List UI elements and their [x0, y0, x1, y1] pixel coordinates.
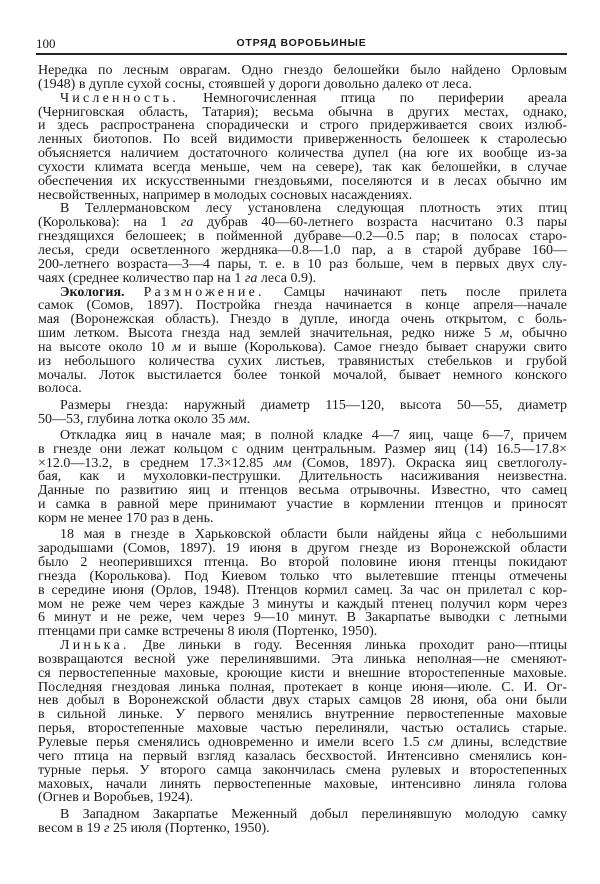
text-line — [38, 244, 567, 258]
text-line — [38, 161, 567, 175]
text-run: мочалы. Лоток выстилается более тонкой мочалой, бывает немного конского — [38, 367, 567, 383]
unit-italic: м — [500, 326, 510, 342]
text-run: (Черниговская область, Татария); весьма обычна в других местах, однако, — [38, 104, 567, 120]
running-header — [36, 36, 567, 52]
running-title: ОТРЯД ВОРОБЬИНЫЕ — [236, 37, 367, 49]
text-run: чего птица на первый взгляд казалась бесхвостой. Интенсивно сменялись кон- — [38, 748, 567, 764]
text-run: мом не реже чем через каждые 3 минуты и каждый птенец получил корм через — [38, 596, 567, 612]
paragraph — [38, 399, 567, 427]
text-run: Откладка яиц в начале мая; в полной кладке 4—7 яиц, чаще 6—7, причем — [60, 427, 567, 443]
text-line — [38, 512, 567, 526]
paragraph — [38, 202, 567, 285]
text-line — [38, 470, 567, 484]
text-run: Размеры гнезда: наружный диаметр 115—120, высота 50—55, диаметр — [60, 397, 567, 413]
text-line — [38, 119, 567, 133]
text-run: 25 июля (Портенко, 1950). — [109, 820, 270, 836]
text-run: ×12.0—13.2, в среднем 17.3×12.85 — [38, 455, 274, 471]
text-run: (Сомов, 1897). Окраска яиц светлоголу- — [291, 455, 567, 471]
text-line — [38, 598, 567, 612]
text-line — [38, 556, 567, 570]
text-line — [38, 570, 567, 584]
unit-italic: мм — [273, 455, 292, 471]
text-line — [38, 92, 567, 106]
text-run: возвращаются весной уже перелинявшими. Эта линька неполная—не сменяют- — [38, 651, 567, 667]
text-run: несвойственных, например в молодых сосновых насаждениях. — [38, 187, 413, 203]
text-line — [38, 355, 567, 369]
text-run: Данные по развитию яиц и птенцов весьма отрывочны. Известно, что самец — [38, 483, 567, 499]
text-line — [38, 822, 567, 836]
text-run: сухости климата всегда меньше, чем на севере), так как белошейки, в случае — [38, 159, 567, 175]
text-run: бая, как и мухоловки-пеструшки. Длительность насиживания неизвестна. — [38, 469, 567, 485]
text-run: 6 минут и не реже, чем через 9—10 минут. В Закарпатье выводки с летными — [38, 610, 567, 626]
text-line — [38, 611, 567, 625]
text-line — [38, 258, 567, 272]
text-run: , обычно — [509, 326, 567, 342]
text-run: на высоте около 10 — [38, 339, 172, 355]
text-line — [38, 736, 567, 750]
text-run: из небольшого количества сухих листьев, травянистых стебельков и грубой — [38, 353, 567, 369]
text-run: турные перья. У второго самца закончилась смена рулевых и второстепенных — [38, 762, 567, 778]
paragraph — [38, 92, 567, 203]
page-number: 100 — [36, 36, 56, 51]
header-rule — [36, 53, 567, 55]
text-run: В Теллермановском лесу установлена следующая плотность этих птиц — [60, 201, 567, 217]
text-run: гнезда (Королькова). Под Киевом только что вылетевшие птенцы отмечены — [38, 568, 567, 584]
text-line — [38, 341, 567, 355]
text-line — [38, 484, 567, 498]
text-run: 50—53, глубина лотка около 35 — [38, 411, 229, 427]
text-line — [38, 653, 567, 667]
text-run: перья, второстепенные маховые частью перелиняли, частью остались старые. — [38, 721, 567, 737]
text-line — [38, 808, 567, 822]
text-run: лесья, среди осветленного жердняка—0.8—1.0 пар, а в старой дубраве 160— — [38, 242, 567, 258]
text-run: (Огнев и Воробьев, 1924). — [38, 790, 194, 806]
text-run: мая (Воронежская область). Гнездо в дупле, иногда очень открытом, с боль- — [38, 312, 567, 328]
text-run: Рулевые перья сменялись одновременно и имели всего 1.5 — [38, 735, 428, 750]
text-run: длины, вследствие — [443, 735, 568, 750]
text-line — [38, 708, 567, 722]
text-run: (Королькова): на 1 — [38, 215, 181, 231]
text-run: Нередка по лесным оврагам. Одно гнездо белошейки было найдено Орловым — [38, 63, 567, 78]
text-line — [38, 202, 567, 216]
text-line — [38, 216, 567, 230]
text-line — [38, 584, 567, 598]
paragraph — [38, 286, 567, 397]
text-run: волоса. — [38, 381, 82, 397]
text-line — [38, 189, 567, 203]
unit-italic: см — [427, 735, 444, 750]
text-line — [38, 399, 567, 413]
text-line — [38, 791, 567, 805]
text-line — [38, 64, 567, 78]
text-line — [38, 313, 567, 327]
text-run: Немногочисленная птица по периферии ареала — [178, 90, 567, 106]
text-run: и самка в равной мере принимают участие в кормлении птенцов и приносят — [38, 497, 567, 513]
paragraph — [38, 429, 567, 526]
text-run: обеспечения их искусственными гнездовьями, поселяются и в лесах обычно им — [38, 173, 567, 189]
paragraph — [38, 528, 567, 639]
text-run: чаях (среднее количество пар на 1 — [38, 270, 245, 286]
text-run: 200-летнего возраста—3—4 пары, т. е. в 10 раз больше, чем в первых двух слу- — [38, 256, 567, 272]
text-run: Две линьки в году. Весенняя линька проходит рано—птицы — [129, 638, 567, 654]
text-run: ся первостепенные маховые, кроющие кисти и внешние второстепенные маховые. — [38, 665, 567, 681]
text-run: и выше (Королькова). Самое гнездо бывает снаружи свито — [180, 339, 567, 355]
text-run: было 2 неоперившихся птенца. Во второй половине июня птенцы покидают — [38, 555, 567, 571]
text-line — [38, 542, 567, 556]
text-run: маховых, начали линять первостепенные маховые, интенсивно линяла голова — [38, 776, 567, 792]
text-run: Последняя гнездовая линька полная, протекает в конце июня—июле. С. И. Ог- — [38, 679, 567, 695]
text-run: корм не менее 170 раз в день. — [38, 511, 214, 526]
text-line — [38, 106, 567, 120]
text-run: шим летком. Высота гнезда над землей значительная, редко ниже 5 — [38, 326, 501, 342]
text-line — [38, 429, 567, 443]
subsection-heading: Численность. — [60, 90, 179, 106]
text-line — [38, 443, 567, 457]
text-line — [38, 778, 567, 792]
text-run: дубрав 40—60-летнего возраста насчитано 0.3 пары — [193, 215, 567, 231]
text-run: Самцы начинают петь после прилета — [264, 284, 567, 300]
text-line — [38, 286, 567, 300]
text-run: в гнезде они лежат кольцом с одним центральным. Размер яиц (14) 16.5—17.8× — [38, 441, 567, 457]
text-line — [38, 175, 567, 189]
subsection-heading: Линька. — [60, 638, 130, 654]
unit-italic: м — [171, 339, 181, 355]
text-run: . — [246, 411, 251, 427]
text-run: самок (Сомов, 1897). Постройка гнезда начинается в конце апреля—начале — [38, 298, 567, 314]
text-line — [38, 327, 567, 341]
text-line — [38, 78, 567, 92]
paragraph — [38, 64, 567, 92]
paragraph — [38, 639, 567, 805]
text-line — [38, 528, 567, 542]
unit-italic: мм — [228, 411, 247, 427]
text-run: весом в 19 — [38, 820, 105, 836]
unit-italic: га — [180, 215, 194, 231]
text-run: В Западном Закарпатье Меженный добыл перелинявшую молодую самку — [60, 806, 567, 822]
text-line — [38, 764, 567, 778]
text-run: в сильной линьке. У первого менялись внутренние первостепенные маховые — [38, 707, 567, 723]
text-line — [38, 681, 567, 695]
text-run — [125, 285, 144, 300]
text-run: леса 0.9). — [257, 270, 317, 286]
text-run: и здесь распространена спорадически и строго придерживается своих излюб- — [38, 118, 567, 134]
text-run: в середине июня (Орлов, 1948). Птенцов кормил самец. За час он прилетал с кор- — [38, 582, 567, 598]
text-line — [38, 147, 567, 161]
text-run: птенцами при самке встречены 8 июля (Портенко, 1950). — [38, 624, 378, 640]
text-line — [38, 413, 567, 427]
text-line — [38, 369, 567, 383]
text-line — [38, 230, 567, 244]
unit-italic: г — [104, 820, 110, 836]
text-run: зародышами (Сомов, 1897). 19 июня в другом гнезде из Воронежской области — [38, 541, 567, 557]
text-line — [38, 639, 567, 653]
text-run: гнездящихся белошеек; в пойменной дубраве—0.2—0.5 пар; в полосах старо- — [38, 229, 567, 245]
text-line — [38, 667, 567, 681]
text-line — [38, 133, 567, 147]
paragraph — [38, 808, 567, 836]
body-text — [38, 64, 567, 835]
text-line — [38, 382, 567, 396]
section-heading: Экология. — [60, 284, 125, 300]
subsection-heading: Размножение. — [143, 284, 265, 300]
text-line — [38, 625, 567, 639]
text-run: ленных биотопов. По всей видимости приверженность белошеек к старолесью — [38, 132, 567, 148]
text-line — [38, 750, 567, 764]
text-line — [38, 272, 567, 286]
text-run: объясняется наличием достаточного количества дупел (на юге их вообще из-за — [38, 146, 567, 162]
text-run: (1948) в дупле сухой сосны, стоявшей у дороги довольно далеко от леса. — [38, 76, 472, 92]
unit-italic: га — [244, 270, 258, 286]
text-line — [38, 457, 567, 471]
text-run: 18 мая в гнезде в Харьковской области были найдены яйца с небольшими — [60, 527, 567, 543]
text-run: нев добыл в Воронежской области двух старых самцов 28 июня, оба они были — [38, 693, 567, 709]
text-line — [38, 722, 567, 736]
text-line — [38, 498, 567, 512]
text-line — [38, 694, 567, 708]
text-line — [38, 299, 567, 313]
